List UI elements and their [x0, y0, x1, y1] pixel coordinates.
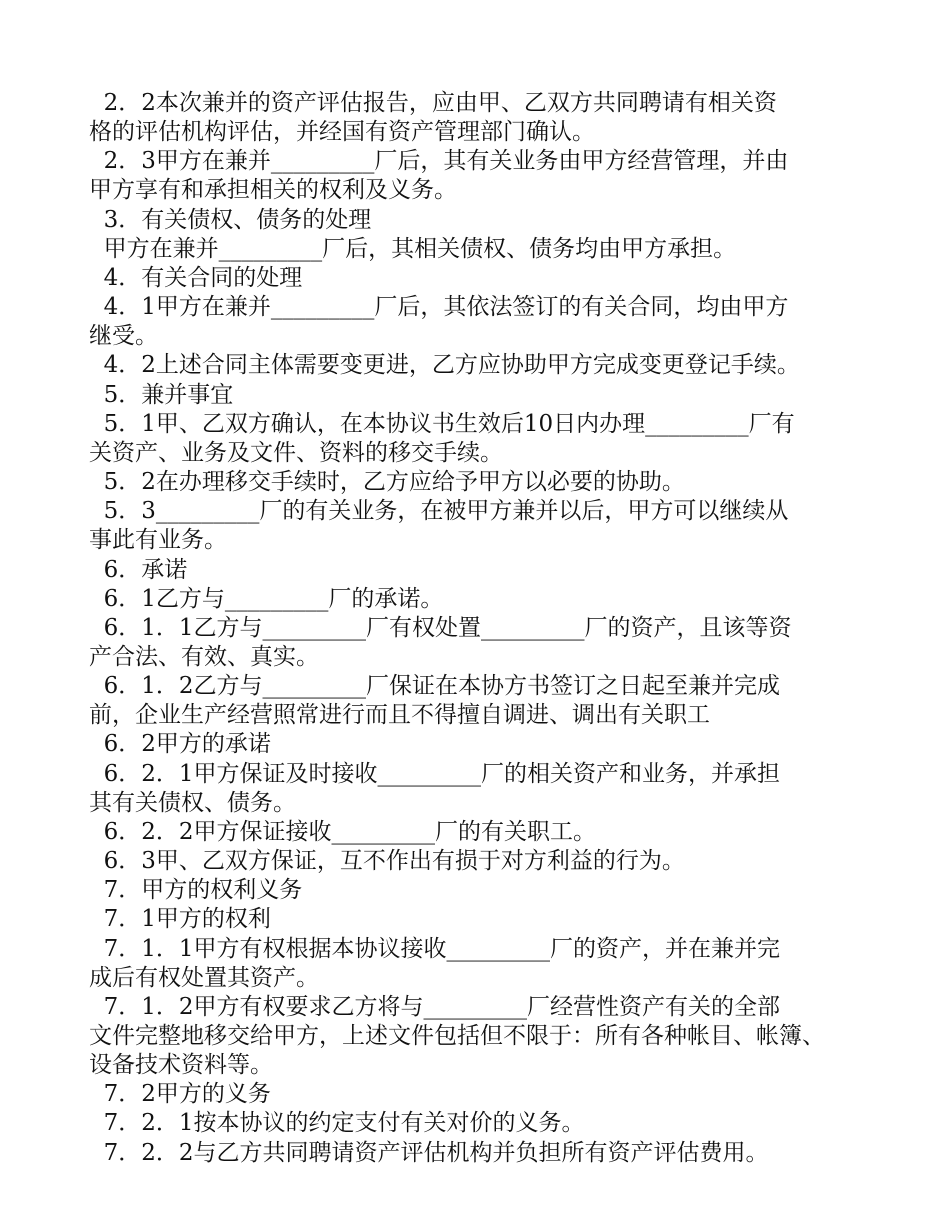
paragraph-p-5: [89, 381, 869, 410]
text-line: 7．1．2甲方有权要求乙方将与_________厂经营性资产有关的全部: [89, 993, 781, 1020]
text-line: 6．2．2甲方保证接收_________厂的有关职工。: [89, 818, 597, 845]
text-line: 甲方享有和承担相关的权利及义务。: [89, 177, 457, 204]
text-line: 5．2在办理移交手续时，乙方应给予甲方以必要的协助。: [89, 469, 685, 496]
text-line: 6．3甲、乙双方保证，互不作出有损于对方利益的行为。: [89, 848, 685, 875]
paragraph-p-5-3: [89, 497, 869, 555]
text-line: 成后有权处置其资产。: [89, 964, 319, 991]
paragraph-p-6-1-1: [89, 614, 869, 672]
paragraph-p-6-2-1: [89, 760, 869, 818]
paragraph-p-6-2-2: [89, 818, 869, 847]
document-body: [89, 89, 869, 1168]
text-line: 设备技术资料等。: [89, 1052, 273, 1079]
paragraph-p-6-1-2: [89, 672, 869, 730]
text-line: 产合法、有效、真实。: [89, 643, 319, 670]
text-line: 6．2甲方的承诺: [89, 731, 271, 758]
paragraph-p-7-2-1: [89, 1109, 869, 1138]
paragraph-p-7-1: [89, 905, 869, 934]
paragraph-p-4: [89, 264, 869, 293]
text-line: 6．1．1乙方与_________厂有权处置_________厂的资产，且该等资: [89, 614, 792, 641]
paragraph-p-2-3: [89, 147, 869, 205]
text-line: 7．2．2与乙方共同聘请资产评估机构并负担所有资产评估费用。: [89, 1139, 769, 1166]
text-line: 7．甲方的权利义务: [89, 877, 303, 904]
paragraph-p-7-1-2: [89, 993, 869, 1080]
text-line: 7．1．1甲方有权根据本协议接收_________厂的资产，并在兼并完: [89, 935, 781, 962]
paragraph-p-7: [89, 876, 869, 905]
paragraph-p-7-2-2: [89, 1139, 869, 1168]
text-line: 4．1甲方在兼并_________厂后，其依法签订的有关合同，均由甲方: [89, 294, 789, 321]
text-line: 5．1甲、乙双方确认，在本协议书生效后10日内办理_________厂有: [89, 410, 795, 437]
text-line: 甲方在兼并_________厂后，其相关债权、债务均由甲方承担。: [89, 235, 737, 262]
text-line: 4．有关合同的处理: [89, 264, 303, 291]
paragraph-p-4-1: [89, 293, 869, 351]
text-line: 6．1乙方与_________厂的承诺。: [89, 585, 444, 612]
text-line: 格的评估机构评估，并经国有资产管理部门确认。: [89, 119, 595, 146]
paragraph-p-3: [89, 206, 869, 235]
text-line: 7．1甲方的权利: [89, 906, 271, 933]
text-line: 其有关债权、债务。: [89, 789, 296, 816]
text-line: 6．承诺: [89, 556, 188, 583]
text-line: 继受。: [89, 323, 158, 350]
paragraph-p-5-1: [89, 410, 869, 468]
text-line: 2．3甲方在兼并_________厂后，其有关业务由甲方经营管理，并由: [89, 148, 789, 175]
paragraph-p-2-2: [89, 89, 869, 147]
text-line: 文件完整地移交给甲方，上述文件包括但不限于：所有各种帐目、帐簿、: [89, 1023, 825, 1049]
paragraph-p-4-2: [89, 351, 869, 380]
text-line: 7．2甲方的义务: [89, 1081, 271, 1108]
text-line: 2．2本次兼并的资产评估报告，应由甲、乙双方共同聘请有相关资: [89, 90, 777, 116]
text-line: 事此有业务。: [89, 527, 227, 554]
text-line: 7．2．1按本协议的约定支付有关对价的义务。: [89, 1110, 585, 1137]
text-line: 6．2．1甲方保证及时接收_________厂的相关资产和业务，并承担: [89, 760, 781, 787]
text-line: 6．1．2乙方与_________厂保证在本协方书签订之日起至兼并完成: [89, 673, 781, 700]
paragraph-p-5-2: [89, 468, 869, 497]
text-line: 关资产、业务及文件、资料的移交手续。: [89, 439, 503, 466]
text-line: 5．3_________厂的有关业务，在被甲方兼并以后，甲方可以继续从: [89, 498, 789, 525]
paragraph-p-6: [89, 556, 869, 585]
paragraph-p-6-1: [89, 585, 869, 614]
paragraph-p-6-3: [89, 847, 869, 876]
paragraph-p-7-1-1: [89, 935, 869, 993]
text-line: 4．2上述合同主体需要变更进，乙方应协助甲方完成变更登记手续。: [89, 352, 800, 379]
paragraph-p-6-2: [89, 730, 869, 759]
paragraph-p-7-2: [89, 1080, 869, 1109]
text-line: 前，企业生产经营照常进行而且不得擅自调进、调出有关职工: [89, 702, 710, 729]
paragraph-p-3-body: [89, 235, 869, 264]
text-line: 5．兼并事宜: [89, 381, 234, 408]
text-line: 3．有关债权、债务的处理: [89, 206, 372, 233]
